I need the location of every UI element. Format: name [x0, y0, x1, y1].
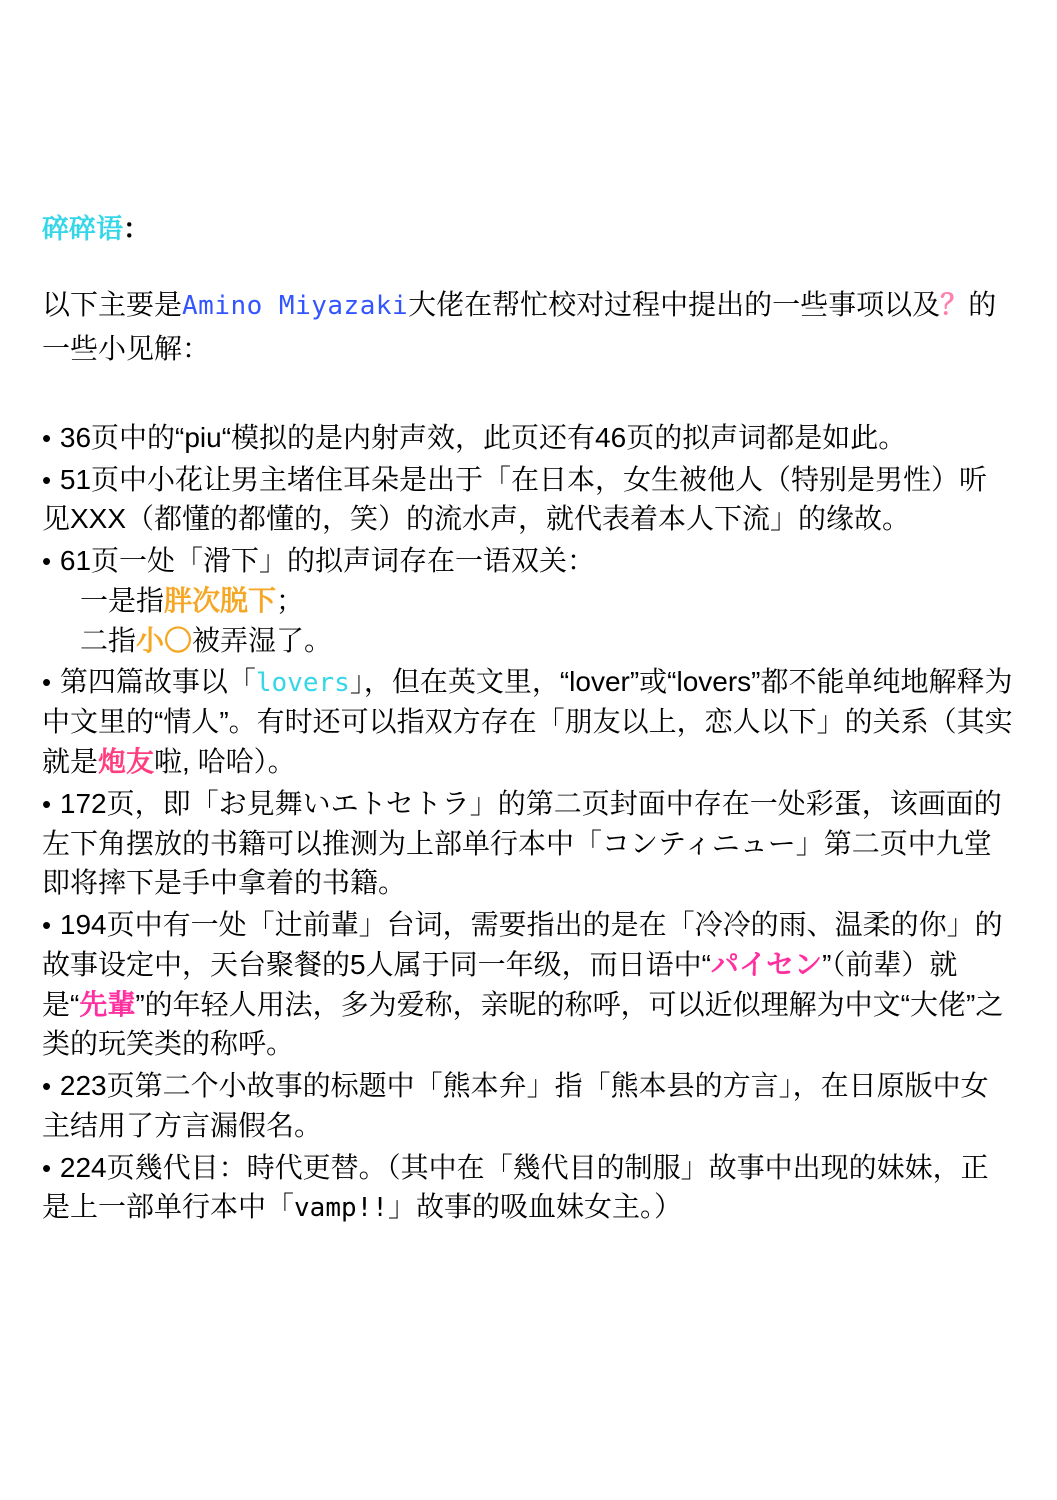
note-lead: 61页一处「滑下」的拟声词存在一语双关： [59, 545, 596, 577]
note-segment: 194页中有一处「辻前輩」台词，需要指出的是在「冷冷的雨、温柔的你」的故事设定中，天台聚餐的5人属于同一年级，而日语中“ [42, 909, 1003, 980]
intro-part2: 大佬在帮忙校对过程中提出的一些事项以及 [408, 289, 941, 321]
list-item [42, 418, 1015, 458]
intro-part3: 的一些小见解： [42, 289, 997, 364]
note-segment-highlight: パイセン [710, 948, 823, 980]
page-title-keyword: 碎碎语 [42, 214, 123, 244]
note-text: 36页中的“piu“模拟的是内射声效，此页还有46页的拟声词都是如此。 [59, 421, 907, 453]
list-item [42, 1066, 1015, 1146]
intro-question-mark: ？ [940, 289, 969, 321]
note-segment: 第四篇故事以「 [59, 666, 256, 698]
intro-author-name: Amino Miyazaki [182, 291, 409, 322]
note-segment: 」，但在英文里，“lover”或“lovers”都不能单纯地解释为中文里的“情人”。有时还可以指双方存在「朋友以上，恋人以下」的关系（其实就是 [42, 666, 1013, 778]
intro-paragraph [42, 283, 1015, 370]
list-item [42, 1148, 1015, 1228]
note-subline [42, 621, 1015, 661]
note-segment-lovers: lovers [255, 668, 350, 699]
list-item [42, 905, 1015, 1064]
note-subline [42, 581, 1015, 621]
note-segment: ”的年轻人用法，多为爱称，亲昵的称呼，可以近似理解为中文“大佬”之类的玩笑类的称呼。 [42, 988, 1004, 1060]
note-segment-highlight: 先輩 [79, 988, 136, 1020]
page-title-colon: ： [123, 214, 150, 244]
page-title [42, 210, 1015, 249]
subline-highlight: 胖次脱下 [164, 584, 277, 616]
list-item [42, 784, 1015, 903]
intro-part1: 以下主要是 [42, 289, 183, 321]
note-segment-mono: vamp!! [294, 1193, 388, 1224]
list-item [42, 460, 1015, 540]
note-segment: 」故事的吸血妹女主。） [387, 1191, 682, 1223]
note-segment-highlight: 炮友 [98, 746, 155, 778]
subline-prefix: 二指 [80, 624, 137, 656]
list-item [42, 541, 1015, 660]
note-text: 172页，即「お見舞いエトセトラ」的第二页封面中存在一处彩蛋，该画面的左下角摆放的书籍可以推测为上部单行本中「コンティニュー」第二页中九堂即将摔下是手中拿着的书籍。 [42, 787, 1002, 899]
subline-prefix: 一是指 [80, 584, 165, 616]
subline-suffix: ； [276, 584, 305, 616]
notes-list [42, 418, 1015, 1227]
subline-highlight: 小〇 [136, 624, 193, 656]
note-text: 51页中小花让男主堵住耳朵是出于「在日本，女生被他人（特别是男性）听见XXX（都懂的都懂的，笑）的流水声，就代表着本人下流」的缘故。 [42, 463, 988, 535]
note-segment: ”（前辈）就是“ [42, 948, 958, 1020]
note-segment: 224页幾代目：時代更替。（其中在「幾代目的制服」故事中出现的妹妹，正是上一部单行本中「 [42, 1151, 989, 1223]
subline-suffix: 被弄湿了。 [192, 624, 333, 656]
note-text: 223页第二个小故事的标题中「熊本弁」指「熊本县的方言」，在日原版中女主结用了方言漏假名。 [42, 1070, 989, 1141]
list-item [42, 662, 1015, 781]
note-segment: 啦, 哈哈）。 [154, 746, 296, 778]
